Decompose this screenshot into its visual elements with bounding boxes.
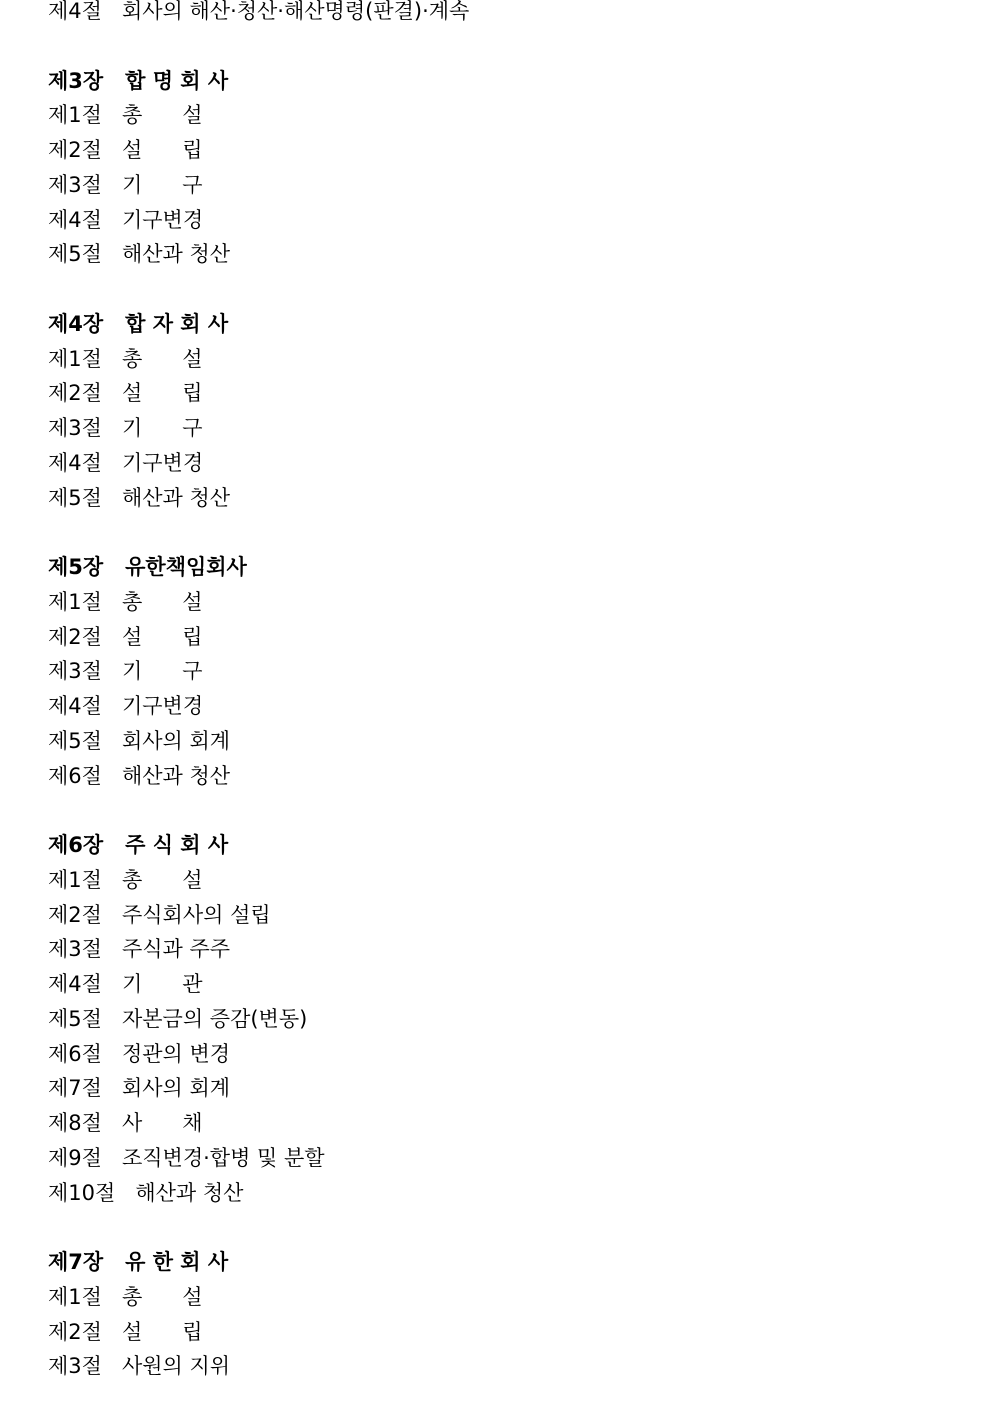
section-entry: 제3절 기 구 (48, 172, 203, 197)
section-entry: 제3절 기 구 (48, 416, 203, 440)
section-entry: 제4절 기구변경 (48, 694, 204, 718)
section-entry: 제2절 설 립 (48, 138, 203, 162)
section-entry: 제5절 자본금의 증감(변동) (48, 1006, 308, 1031)
chapter-heading: 제4장 합 자 회 사 (48, 311, 229, 336)
section-entry: 제10절 해산과 청산 (48, 1180, 244, 1205)
chapter-heading: 제3장 합 명 회 사 (48, 68, 229, 93)
section-entry: 제6절 해산과 청산 (48, 763, 231, 788)
section-entry: 제1절 총 설 (48, 589, 203, 614)
section-entry: 제8절 사 채 (48, 1111, 203, 1135)
blank-line (48, 515, 948, 550)
blank-line (48, 793, 948, 828)
section-entry: 제9절 조직변경·합병 및 분할 (48, 1145, 325, 1170)
section-entry: 제4절 기 관 (48, 972, 203, 996)
section-entry: 제2절 설 립 (48, 1319, 203, 1344)
section-entry: 제3절 기 구 (48, 659, 203, 684)
blank-line (48, 29, 948, 64)
table-of-contents (48, 0, 948, 1384)
section-entry: 제2절 설 립 (48, 624, 203, 649)
section-entry: 제4절 기구변경 (48, 207, 204, 232)
section-entry: 제5절 회사의 회계 (48, 728, 231, 753)
chapter-heading: 제6장 주 식 회 사 (48, 833, 229, 857)
section-entry: 제1절 총 설 (48, 1284, 203, 1309)
blank-line (48, 272, 948, 307)
section-entry: 제3절 사원의 지위 (48, 1354, 231, 1379)
section-entry: 제1절 총 설 (48, 103, 203, 128)
chapter-heading: 제5장 유한책임회사 (48, 555, 247, 579)
section-entry: 제3절 주식과 주주 (48, 937, 231, 962)
section-entry: 제4절 회사의 해산·청산·해산명령(판결)·계속 (48, 0, 470, 23)
chapter-heading: 제7장 유 한 회 사 (48, 1250, 229, 1274)
section-entry: 제4절 기구변경 (48, 450, 204, 475)
section-entry: 제1절 총 설 (48, 867, 203, 892)
section-entry: 제7절 회사의 회계 (48, 1076, 231, 1101)
section-entry: 제6절 정관의 변경 (48, 1041, 231, 1066)
section-entry: 제2절 주식회사의 설립 (48, 902, 271, 927)
section-entry: 제5절 해산과 청산 (48, 242, 231, 267)
section-entry: 제5절 해산과 청산 (48, 485, 231, 510)
blank-line (48, 1210, 948, 1245)
section-entry: 제1절 총 설 (48, 346, 203, 371)
section-entry: 제2절 설 립 (48, 381, 203, 406)
